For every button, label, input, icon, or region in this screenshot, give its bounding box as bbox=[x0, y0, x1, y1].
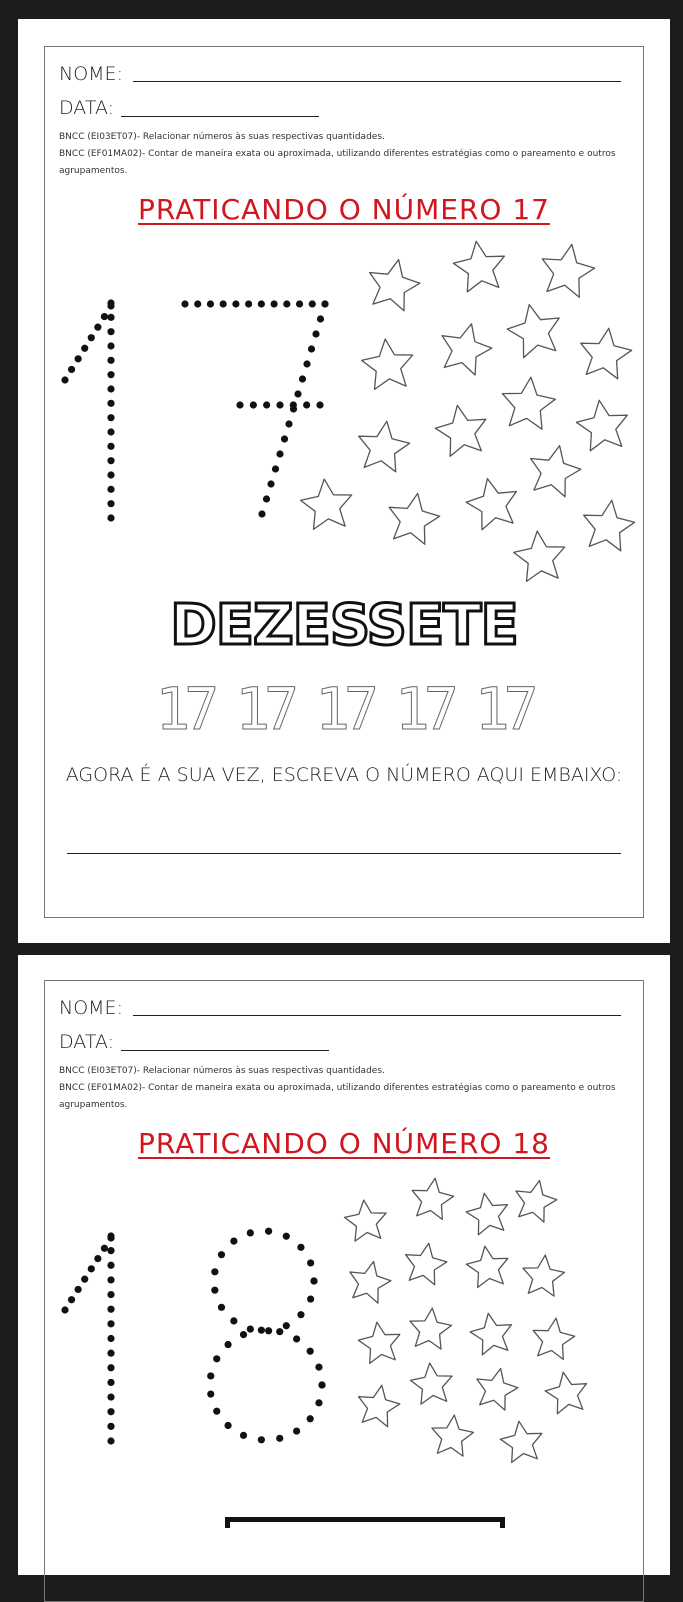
dotted-eight-top-loop bbox=[247, 1325, 254, 1332]
dotted-seven-diagonal bbox=[303, 360, 310, 367]
dotted-one-flag bbox=[101, 313, 108, 320]
trace-number-5: 17 bbox=[474, 675, 533, 743]
dotted-seven-crossbar bbox=[236, 401, 243, 408]
dotted-seven-top bbox=[296, 300, 303, 307]
star-icon bbox=[516, 1181, 557, 1223]
dotted-one-stem bbox=[107, 1262, 114, 1269]
dotted-one-flag bbox=[88, 334, 95, 341]
dotted-eight-bottom-loop bbox=[307, 1348, 314, 1355]
star-icon bbox=[412, 1178, 454, 1219]
dotted-eight-bottom-loop bbox=[315, 1399, 322, 1406]
dotted-one-stem bbox=[107, 371, 114, 378]
trace-number-4: 17 bbox=[394, 675, 453, 743]
dotted-seven-crossbar bbox=[250, 401, 257, 408]
dotted-one-stem bbox=[107, 514, 114, 521]
dotted-one-flag bbox=[75, 355, 82, 362]
worksheet-title: PRATICANDO O NÚMERO 17 bbox=[138, 193, 550, 226]
trace-number-1: 17 bbox=[155, 675, 214, 743]
dotted-eight-top-loop bbox=[230, 1237, 237, 1244]
dotted-seven-diagonal bbox=[272, 465, 279, 472]
star-icon bbox=[466, 1246, 508, 1287]
dotted-eight-bottom-loop bbox=[207, 1390, 214, 1397]
star-icon bbox=[576, 400, 627, 451]
dotted-eight-top-loop bbox=[230, 1317, 237, 1324]
date-label: DATA: bbox=[59, 97, 115, 119]
dotted-eight-bottom-loop bbox=[207, 1372, 214, 1379]
instruction-text: AGORA É A SUA VEZ, ESCREVA O NÚMERO AQUI EMBAIXO: bbox=[65, 764, 623, 786]
dotted-one-stem bbox=[107, 1350, 114, 1357]
star-icon bbox=[435, 405, 486, 456]
dotted-seven-diagonal bbox=[294, 390, 301, 397]
dotted-seven-diagonal bbox=[312, 330, 319, 337]
dotted-eight-top-loop bbox=[265, 1228, 272, 1235]
dotted-one-stem bbox=[107, 1291, 114, 1298]
dotted-one-stem bbox=[107, 1364, 114, 1371]
dotted-eight-bottom-loop bbox=[213, 1355, 220, 1362]
star-icon bbox=[502, 377, 555, 429]
dotted-one-stem bbox=[107, 457, 114, 464]
bncc-objective-1: BNCC (EI03ET07)- Relacionar números às suas respectivas quantidades. bbox=[59, 1066, 385, 1076]
star-icon bbox=[442, 324, 492, 375]
dotted-one-stem bbox=[107, 1379, 114, 1386]
dotted-eight-top-loop bbox=[265, 1327, 272, 1334]
dotted-seven-diagonal bbox=[321, 300, 328, 307]
star-icon bbox=[359, 421, 410, 472]
dotted-one-stem bbox=[107, 1320, 114, 1327]
dotted-one-stem bbox=[107, 385, 114, 392]
bncc-objective-2: BNCC (EF01MA02)- Contar de maneira exata ou aproximada, utilizando diferentes estratégias como o pareamento e outros agrupamentos. bbox=[59, 149, 616, 176]
dotted-seven-top bbox=[194, 300, 201, 307]
dotted-one-flag bbox=[75, 1286, 82, 1293]
dotted-seven-crossbar bbox=[263, 401, 270, 408]
star-icon bbox=[514, 531, 565, 581]
dotted-one-stem bbox=[107, 1423, 114, 1430]
star-icon bbox=[359, 1385, 400, 1427]
number-word: DEZESSETE bbox=[170, 593, 518, 658]
dotted-one-flag bbox=[101, 1245, 108, 1252]
bncc-objective-1: BNCC (EI03ET07)- Relacionar números às suas respectivas quantidades. bbox=[59, 132, 385, 142]
dotted-seven-diagonal bbox=[317, 315, 324, 322]
dotted-seven-crossbar bbox=[290, 401, 297, 408]
star-icon bbox=[507, 305, 559, 358]
dotted-one-flag bbox=[107, 302, 114, 309]
star-icon bbox=[523, 1255, 565, 1296]
dotted-one-stem bbox=[107, 500, 114, 507]
dotted-one-stem bbox=[107, 443, 114, 450]
trace-number-2: 17 bbox=[235, 675, 294, 743]
dotted-one-flag bbox=[68, 366, 75, 373]
dotted-eight-top-loop bbox=[211, 1287, 218, 1294]
dotted-eight-top-loop bbox=[283, 1233, 290, 1240]
star-icon bbox=[370, 260, 420, 311]
dotted-eight-top-loop bbox=[307, 1295, 314, 1302]
dotted-one-stem bbox=[107, 1393, 114, 1400]
dotted-one-stem bbox=[107, 471, 114, 478]
star-icon bbox=[432, 1415, 474, 1456]
dotted-eight-bottom-loop bbox=[224, 1341, 231, 1348]
star-icon bbox=[542, 244, 594, 297]
dotted-eight-bottom-loop bbox=[318, 1381, 325, 1388]
dotted-seven-diagonal bbox=[308, 345, 315, 352]
star-icon bbox=[533, 1318, 575, 1359]
dotted-seven-crossbar bbox=[276, 401, 283, 408]
trace-number-3: 17 bbox=[315, 675, 373, 743]
star-icon bbox=[581, 328, 632, 379]
dotted-eight-bottom-loop bbox=[240, 1331, 247, 1338]
dotted-eight-bottom-loop bbox=[224, 1422, 231, 1429]
dotted-eight-top-loop bbox=[283, 1322, 290, 1329]
star-icon bbox=[301, 479, 352, 529]
dotted-one-stem bbox=[107, 357, 114, 364]
star-icon bbox=[584, 500, 635, 551]
star-icon bbox=[545, 1372, 586, 1414]
dotted-seven-crossbar bbox=[316, 401, 323, 408]
star-icon bbox=[358, 1322, 400, 1363]
dotted-seven-top bbox=[283, 300, 290, 307]
star-icon bbox=[362, 339, 413, 389]
star-icon bbox=[477, 1369, 518, 1411]
dotted-seven-diagonal bbox=[276, 450, 283, 457]
dotted-eight-top-loop bbox=[297, 1311, 304, 1318]
star-icon bbox=[350, 1262, 391, 1304]
dotted-one-flag bbox=[107, 1234, 114, 1241]
dotted-one-stem bbox=[107, 314, 114, 321]
dotted-eight-top-loop bbox=[307, 1259, 314, 1266]
dotted-eight-bottom-loop bbox=[276, 1328, 283, 1335]
dotted-one-flag bbox=[81, 345, 88, 352]
dotted-one-flag bbox=[94, 324, 101, 331]
dotted-one-stem bbox=[107, 486, 114, 493]
star-icon bbox=[406, 1243, 447, 1285]
dotted-one-stem bbox=[107, 328, 114, 335]
dotted-seven-diagonal bbox=[267, 480, 274, 487]
dotted-seven-diagonal bbox=[285, 420, 292, 427]
bncc-objective-2: BNCC (EF01MA02)- Contar de maneira exata ou aproximada, utilizando diferentes estratégias como o pareamento e outros agrupamentos. bbox=[59, 1083, 616, 1110]
dotted-eight-top-loop bbox=[218, 1304, 225, 1311]
dotted-eight-top-loop bbox=[297, 1244, 304, 1251]
dotted-seven-top bbox=[232, 300, 239, 307]
dotted-one-stem bbox=[107, 1306, 114, 1313]
dotted-one-stem bbox=[107, 1408, 114, 1415]
dotted-one-flag bbox=[94, 1255, 101, 1262]
dotted-eight-bottom-loop bbox=[315, 1364, 322, 1371]
dotted-seven-top bbox=[245, 300, 252, 307]
dotted-seven-diagonal bbox=[258, 510, 265, 517]
dotted-one-flag bbox=[61, 1306, 68, 1313]
dotted-eight-bottom-loop bbox=[213, 1408, 220, 1415]
worksheet-title: PRATICANDO O NÚMERO 18 bbox=[138, 1127, 550, 1160]
dotted-eight-top-loop bbox=[310, 1277, 317, 1284]
star-icon bbox=[389, 493, 440, 544]
star-icon bbox=[466, 479, 516, 530]
dotted-seven-top bbox=[309, 300, 316, 307]
dotted-seven-top bbox=[207, 300, 214, 307]
dotted-eight-bottom-loop bbox=[307, 1415, 314, 1422]
dotted-one-stem bbox=[107, 414, 114, 421]
star-icon bbox=[411, 1363, 453, 1404]
dotted-one-stem bbox=[107, 428, 114, 435]
star-icon bbox=[345, 1200, 387, 1241]
dotted-one-stem bbox=[107, 1276, 114, 1283]
dotted-seven-diagonal bbox=[299, 375, 306, 382]
star-icon bbox=[470, 1313, 511, 1355]
dotted-one-flag bbox=[68, 1296, 75, 1303]
name-label: NOME: bbox=[59, 997, 123, 1019]
dotted-one-stem bbox=[107, 1335, 114, 1342]
dotted-seven-crossbar bbox=[303, 401, 310, 408]
dotted-one-stem bbox=[107, 342, 114, 349]
star-icon bbox=[453, 241, 504, 291]
dotted-seven-top bbox=[270, 300, 277, 307]
dotted-seven-diagonal bbox=[263, 495, 270, 502]
dotted-one-flag bbox=[88, 1265, 95, 1272]
dotted-eight-top-loop bbox=[218, 1251, 225, 1258]
dotted-one-stem bbox=[107, 1247, 114, 1254]
dotted-eight-top-loop bbox=[247, 1229, 254, 1236]
star-icon bbox=[410, 1308, 452, 1349]
date-label: DATA: bbox=[59, 1031, 115, 1053]
dotted-eight-bottom-loop bbox=[293, 1335, 300, 1342]
dotted-eight-bottom-loop bbox=[276, 1435, 283, 1442]
dotted-eight-bottom-loop bbox=[293, 1427, 300, 1434]
name-label: NOME: bbox=[59, 63, 123, 85]
dotted-one-flag bbox=[81, 1276, 88, 1283]
dotted-eight-top-loop bbox=[211, 1268, 218, 1275]
dotted-one-flag bbox=[61, 376, 68, 383]
star-icon bbox=[531, 446, 581, 497]
dotted-eight-bottom-loop bbox=[240, 1432, 247, 1439]
dotted-seven-top bbox=[220, 300, 227, 307]
star-icon bbox=[466, 1193, 507, 1235]
dotted-seven-top bbox=[181, 300, 188, 307]
dotted-eight-bottom-loop bbox=[258, 1436, 265, 1443]
dotted-seven-diagonal bbox=[281, 435, 288, 442]
dotted-seven-top bbox=[258, 300, 265, 307]
dotted-eight-bottom-loop bbox=[258, 1327, 265, 1334]
dotted-one-stem bbox=[107, 1437, 114, 1444]
dotted-one-stem bbox=[107, 400, 114, 407]
star-icon bbox=[500, 1421, 542, 1462]
